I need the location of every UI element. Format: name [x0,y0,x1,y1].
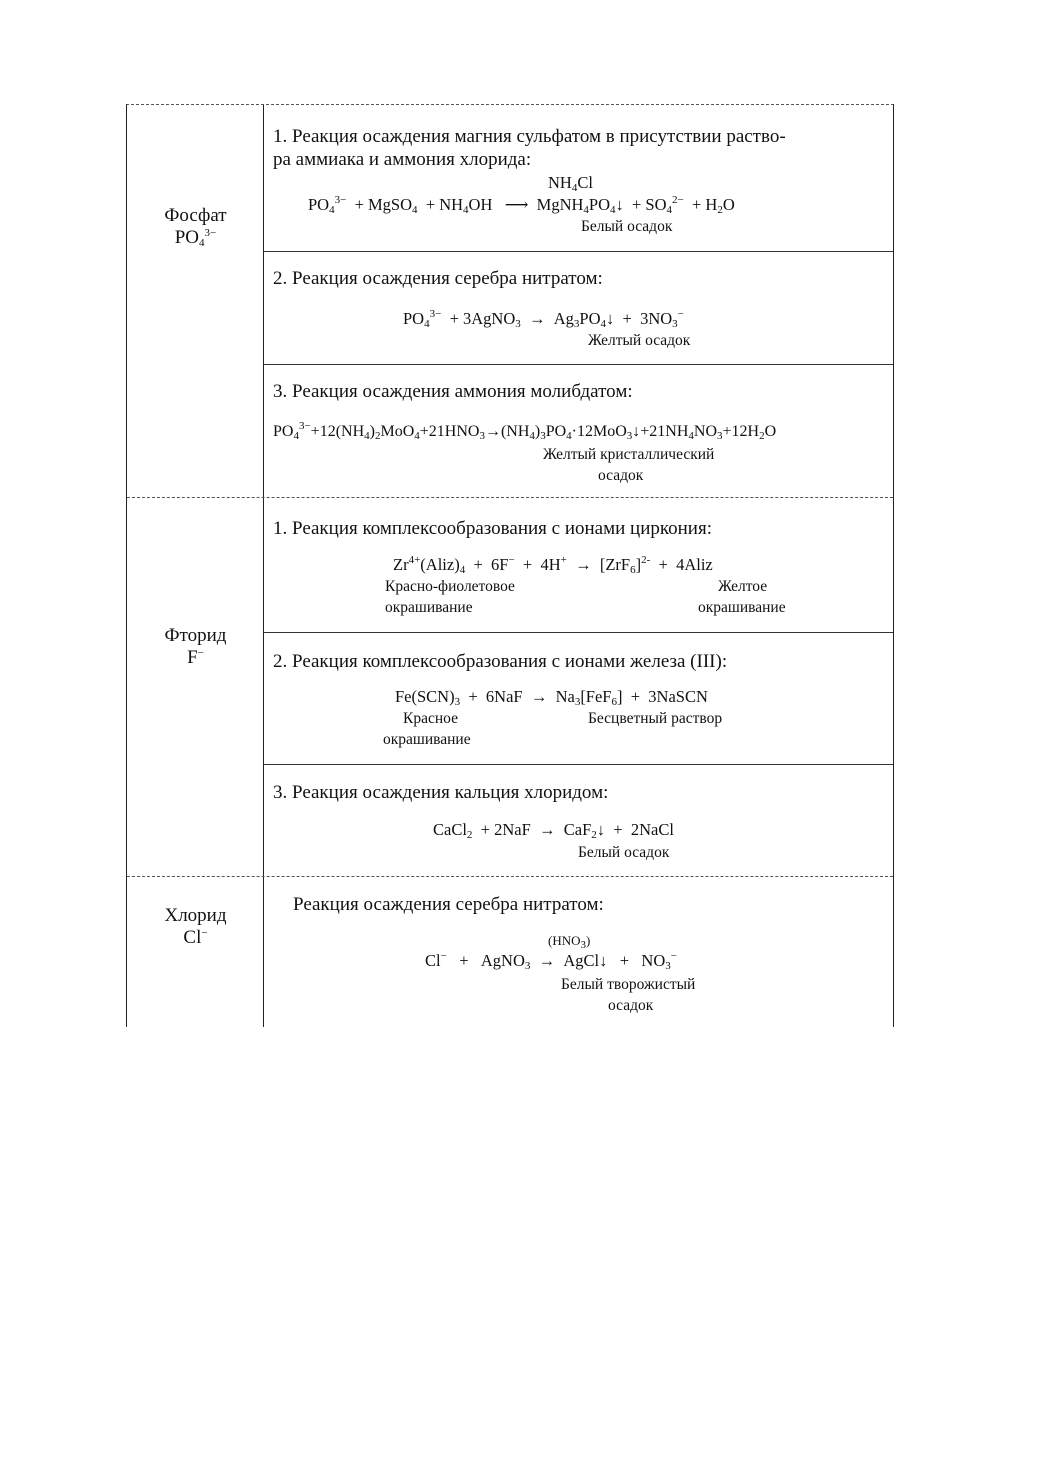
reaction-equation: CaCl$_2$ + 2NaF → CaF$_2$↓ + 2NaCl [433,820,674,841]
reaction-title: 1. Реакция осаждения магния сульфатом в присутствии раство- [273,126,786,147]
reaction-note: осадок [598,467,644,484]
reaction-title: Реакция осаждения серебра нитратом: [293,894,604,915]
left-note: окрашивание [383,731,471,748]
reaction-title: 2. Реакция комплексообразования с ионами железа (III): [273,651,728,672]
reaction-equation: $Fe(SCN)_3 + 6NaF \to Na_3[FeF_6]$ + 3NaSCN [395,687,708,708]
cell-separator [264,764,893,765]
anion-formula: Cl− [183,927,208,948]
reaction-catalyst: $NH_4Cl$ [548,173,593,194]
fluoride-reaction-1 [273,517,885,616]
reaction-equation: $PO_4^{3-}$ + MgSO$_4$ + $NH_4OH$ ⟶ $MgNH_4PO_4↓ + SO_4^{2-} + H_2O$ [308,194,735,216]
left-note: Красно-фиолетовое [385,578,515,595]
reaction-note: Белый осадок [581,218,673,235]
right-note: Бесцветный раствор [588,710,723,727]
fluoride-reaction-2 [273,650,885,748]
cell-separator [264,364,893,365]
reaction-condition: $(HNO_3)$ [548,933,591,951]
anion-name: Фосфат [164,205,227,226]
left-note: окрашивание [385,599,473,616]
group-separator [127,876,893,877]
reaction-title-cont: ра аммиака и аммония хлорида: [273,149,532,170]
right-note: Желтое [718,578,768,595]
reaction-equation: $PO_4^{3-}$ + 3AgNO$_3$ → $Ag_3PO_4↓ + 3NO_3^-$ [403,308,684,330]
reaction-title: 2. Реакция осаждения серебра нитратом: [273,268,603,289]
anion-name: Хлорид [164,905,227,926]
cell-separator [264,632,893,633]
phosphate-reaction-1 [273,125,885,235]
cell-separator [264,251,893,252]
phosphate-reaction-3 [273,380,885,484]
reaction-title: 3. Реакция осаждения аммония молибдатом: [273,381,633,402]
reaction-title: 1. Реакция комплексообразования с ионами циркония: [273,518,712,539]
reaction-note: Белый осадок [578,844,670,861]
anion-name: Фторид [164,625,227,646]
anion-formula: $PO_4^{3-}$ [174,227,217,249]
chloride-reaction-1 [273,893,885,1014]
anion-formula: F− [187,647,204,668]
right-note: окрашивание [698,599,786,616]
reaction-title: 3. Реакция осаждения кальция хлоридом: [273,782,609,803]
reaction-equation: $Zr^{4+}(Aliz)_4 + 6F^- + 4H^+ \to [ZrF_6]^{2-}$ + 4Aliz [393,554,713,576]
anion-phosphate [127,205,264,249]
reaction-note: осадок [608,997,654,1014]
reaction-note: Желтый кристаллический [543,446,715,463]
reaction-note: Желтый осадок [588,332,691,349]
phosphate-reaction-2 [273,267,885,349]
left-note: Красное [403,710,458,727]
anion-fluoride [127,625,264,669]
reaction-note: Белый творожистый [561,976,696,993]
fluoride-reaction-3 [273,781,885,861]
anion-chloride [127,905,264,949]
group-separator [127,497,893,498]
reactions-table [126,104,894,1027]
reaction-equation: $PO_4^{3-}+12(NH_4)_2MoO_4+21HNO_3\to(NH_4)_3PO_4\cdot 12MoO_3↓+21NH_4NO_3+12H_2O$ [273,420,777,442]
reaction-equation: Cl− + AgNO$_3$ → AgCl↓ + $NO_3^-$ [425,950,677,972]
